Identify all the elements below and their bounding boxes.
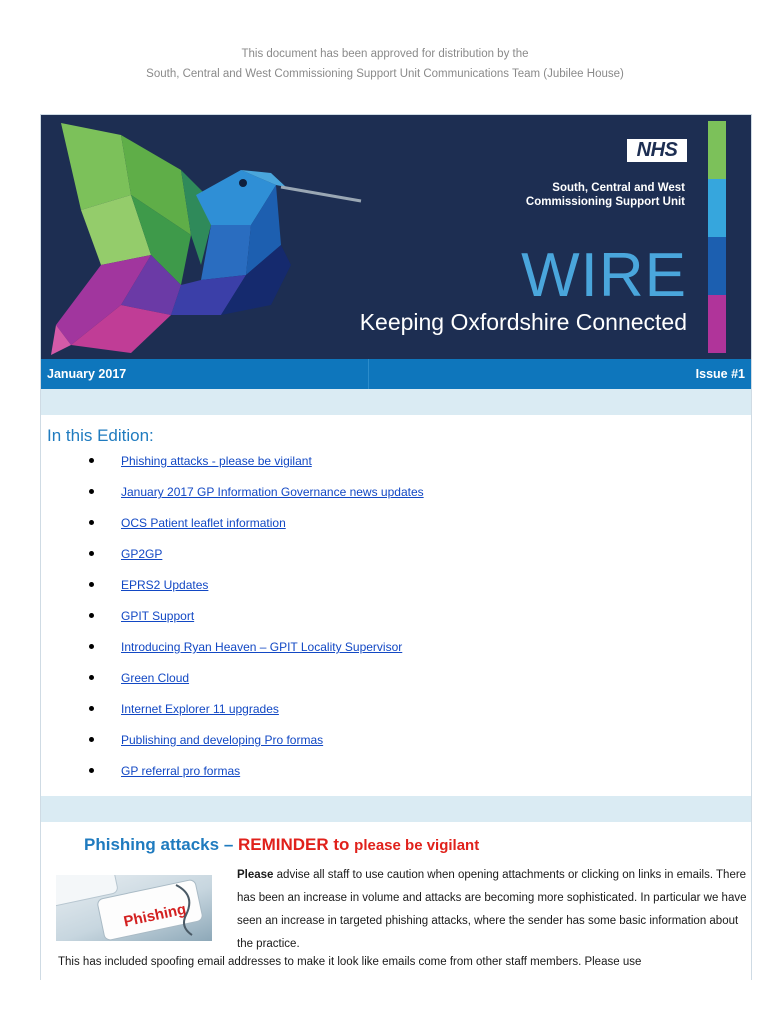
issue-number: Issue #1 (695, 367, 745, 381)
toc-item (41, 701, 751, 732)
article-continuation: This has included spoofing email addresses to make it look like emails come from other staff members. Please use (58, 956, 642, 968)
toc-item (41, 732, 751, 763)
toc-link[interactable]: January 2017 GP Information Governance news updates (121, 485, 424, 499)
approval-line-2: South, Central and West Commissioning Support Unit Communications Team (Jubilee House) (146, 68, 624, 80)
bullet-icon (89, 737, 94, 742)
hummingbird-illustration (41, 115, 381, 359)
stripe-dark-blue (708, 237, 726, 295)
newsletter (40, 114, 752, 980)
article-body-lead: Please (237, 869, 274, 881)
article-title (84, 834, 479, 857)
toc-link[interactable]: Publishing and developing Pro formas (121, 733, 324, 747)
toc-link[interactable]: EPRS2 Updates (121, 578, 209, 592)
bullet-icon (89, 675, 94, 680)
stripe-purple (708, 295, 726, 353)
toc-link[interactable]: GP referral pro formas (121, 764, 241, 778)
org-name-line-1: South, Central and West (552, 182, 685, 194)
toc-item (41, 546, 751, 577)
nhs-logo: NHS (627, 139, 687, 162)
article-title-part-3: please be vigilant (354, 837, 480, 854)
org-name-line-2: Commissioning Support Unit (525, 196, 685, 208)
issue-bar (41, 359, 751, 389)
toc-link[interactable]: Green Cloud (121, 671, 190, 685)
stripe-green (708, 121, 726, 179)
toc-link[interactable]: GPIT Support (121, 609, 195, 623)
toc-item (41, 763, 751, 794)
toc-item (41, 639, 751, 670)
toc-heading: In this Edition: (47, 426, 154, 445)
section-divider-band (41, 796, 751, 822)
approval-notice (0, 44, 770, 84)
stripe-light-blue (708, 179, 726, 237)
phishing-key-illustration (56, 875, 212, 941)
section-divider-band (41, 389, 751, 415)
issue-bar-divider (368, 359, 369, 389)
toc-link[interactable]: Introducing Ryan Heaven – GPIT Locality Supervisor (121, 640, 403, 654)
bullet-icon (89, 458, 94, 463)
toc-link[interactable]: OCS Patient leaflet information (121, 516, 286, 530)
toc-item (41, 670, 751, 701)
phishing-key-label: Phishing (122, 900, 188, 931)
toc-link[interactable]: Internet Explorer 11 upgrades (121, 702, 279, 716)
bullet-icon (89, 644, 94, 649)
article-title-part-1: Phishing attacks – (84, 835, 238, 854)
article-title-part-2: REMINDER to (238, 835, 355, 854)
toc-item (41, 608, 751, 639)
toc-item (41, 515, 751, 546)
toc-link[interactable]: GP2GP (121, 547, 163, 561)
toc-list (41, 453, 751, 794)
brand-color-stripes (708, 121, 726, 353)
bullet-icon (89, 613, 94, 618)
bullet-icon (89, 520, 94, 525)
approval-line-1: This document has been approved for distribution by the (241, 48, 529, 60)
bullet-icon (89, 706, 94, 711)
article-body-text: advise all staff to use caution when opening attachments or clicking on links in emails. There has been an increase in volume and attacks are becoming more sophisticated. In particular we have seen an increase in targeted phishing attacks, where the sender has some basic information about the practice. (237, 869, 747, 950)
organisation-name (526, 181, 685, 209)
phishing-keyboard-image (56, 875, 212, 941)
bullet-icon (89, 582, 94, 587)
bullet-icon (89, 551, 94, 556)
bullet-icon (89, 489, 94, 494)
newsletter-title: WIRE (521, 241, 687, 310)
toc-item (41, 453, 751, 484)
article-body (237, 864, 747, 956)
toc-item (41, 577, 751, 608)
bullet-icon (89, 768, 94, 773)
toc-item (41, 484, 751, 515)
newsletter-subtitle: Keeping Oxfordshire Connected (359, 309, 687, 335)
issue-date: January 2017 (47, 367, 127, 381)
masthead-banner (41, 115, 751, 359)
toc-link[interactable]: Phishing attacks - please be vigilant (121, 454, 312, 468)
